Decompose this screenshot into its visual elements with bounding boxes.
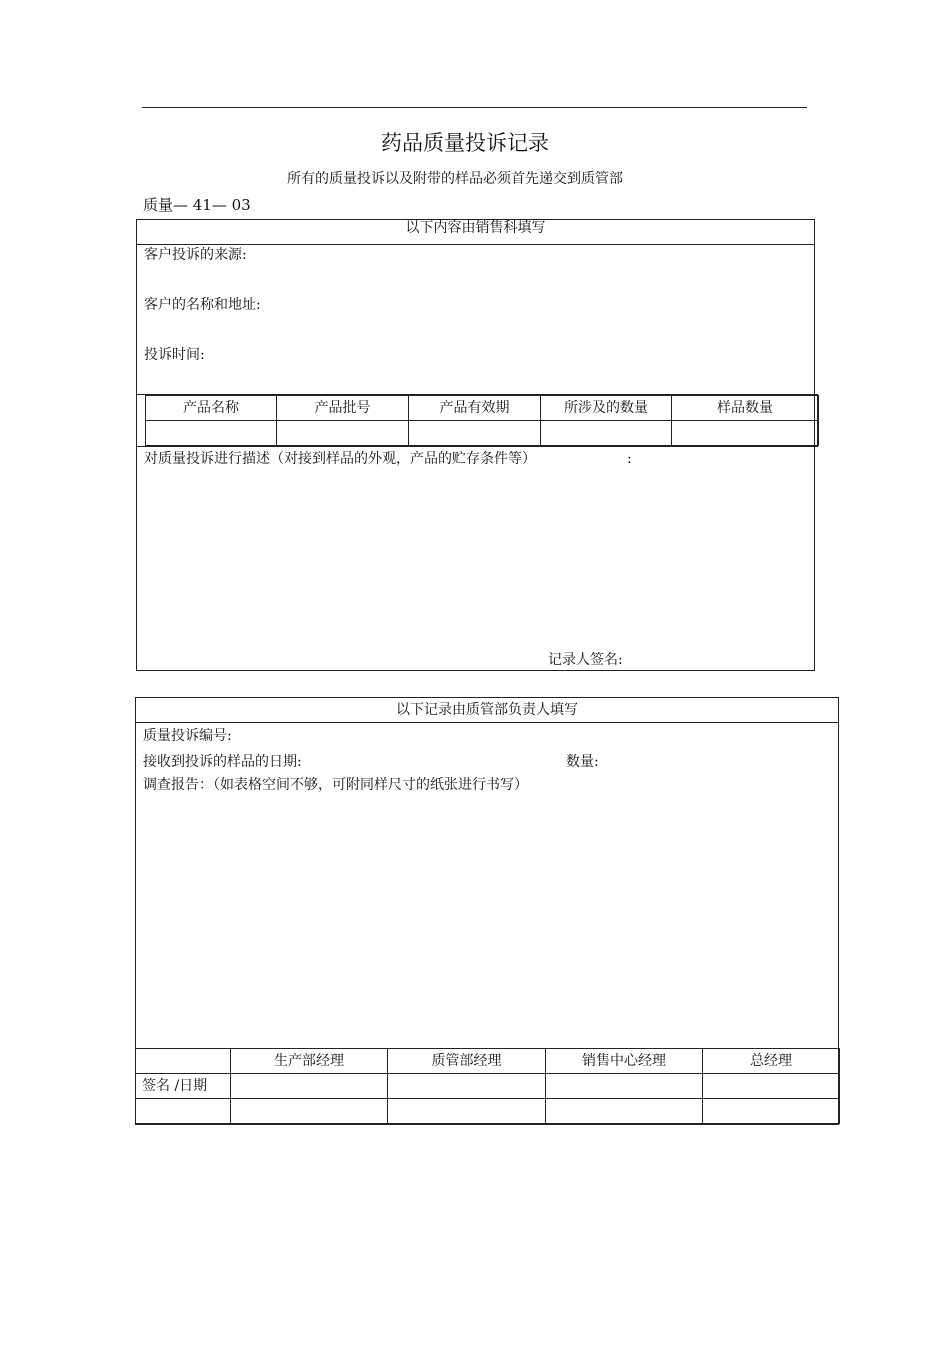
cell-quantity-involved[interactable] — [541, 421, 672, 446]
sign-extra-cell-general[interactable] — [703, 1099, 840, 1124]
sign-cell-sales[interactable] — [546, 1074, 703, 1099]
sign-cell-production[interactable] — [231, 1074, 388, 1099]
product-table — [145, 395, 819, 446]
sign-cell-general[interactable] — [703, 1074, 840, 1099]
col-header-quantity-involved: 所涉及的数量 — [541, 396, 672, 421]
sign-extra-cell-production[interactable] — [231, 1099, 388, 1124]
cell-sample-quantity[interactable] — [672, 421, 819, 446]
sign-extra-cell-qa[interactable] — [388, 1099, 546, 1124]
col-header-product-name: 产品名称 — [146, 396, 277, 421]
top-rule — [142, 107, 807, 108]
signature-table — [135, 1048, 840, 1124]
sign-row-extra-label — [136, 1099, 231, 1124]
sign-extra-cell-sales[interactable] — [546, 1099, 703, 1124]
qa-heading-divider — [135, 722, 839, 723]
col-header-expiry: 产品有效期 — [409, 396, 541, 421]
sign-header-production-manager: 生产部经理 — [231, 1049, 388, 1074]
complaint-number-label: 质量投诉编号: — [143, 728, 232, 744]
investigation-report-label: 调查报告：（如表格空间不够，可附同样尺寸的纸张进行书写） — [143, 777, 528, 793]
sales-heading-divider — [136, 244, 815, 245]
sign-header-sales-center-manager: 销售中心经理 — [546, 1049, 703, 1074]
sign-row-label: 签名 /日期 — [136, 1074, 231, 1099]
page-title: 药品质量投诉记录 — [381, 131, 549, 155]
complaint-source-label: 客户投诉的来源: — [144, 247, 247, 263]
sign-header-general-manager: 总经理 — [703, 1049, 840, 1074]
cell-product-name[interactable] — [146, 421, 277, 446]
received-quantity-label: 数量: — [566, 754, 599, 770]
recorder-signature-label: 记录人签名: — [548, 652, 623, 668]
cell-expiry[interactable] — [409, 421, 541, 446]
complaint-description-label: 对质量投诉进行描述（对接到样品的外观，产品的贮存条件等） — [144, 451, 536, 467]
complaint-time-label: 投诉时间: — [144, 347, 205, 363]
doc-code: 质量— 41— 03 — [143, 196, 251, 214]
sign-cell-qa[interactable] — [388, 1074, 546, 1099]
page-subtitle: 所有的质量投诉以及附带的样品必须首先递交到质管部 — [287, 171, 623, 187]
col-header-sample-quantity: 样品数量 — [672, 396, 819, 421]
cell-batch-no[interactable] — [277, 421, 409, 446]
customer-name-address-label: 客户的名称和地址: — [144, 297, 261, 313]
col-header-batch-no: 产品批号 — [277, 396, 409, 421]
sample-received-date-label: 接收到投诉的样品的日期: — [143, 754, 302, 770]
complaint-description-colon: : — [627, 451, 632, 467]
sign-header-qa-manager: 质管部经理 — [388, 1049, 546, 1074]
qa-section-heading: 以下记录由质管部负责人填写 — [396, 702, 578, 718]
sales-section-heading: 以下内容由销售科填写 — [405, 220, 546, 236]
sign-header-blank — [136, 1049, 231, 1074]
